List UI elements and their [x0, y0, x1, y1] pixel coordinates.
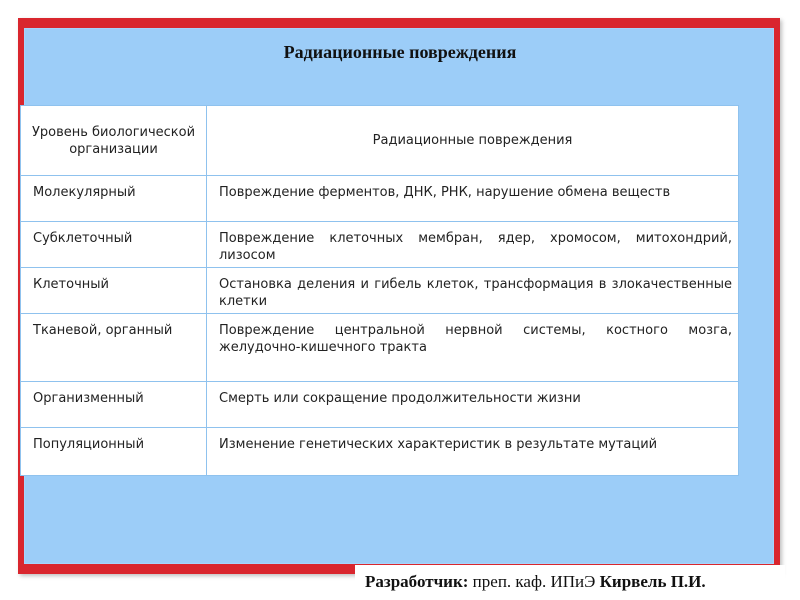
level-cell: Клеточный	[21, 268, 207, 314]
table-row	[21, 222, 739, 268]
damage-cell: Смерть или сокращение продолжительности жизни	[207, 382, 739, 428]
radiation-damage-table	[20, 105, 739, 476]
table-header-row	[21, 106, 739, 176]
table-row	[21, 428, 739, 476]
damage-cell: Повреждение центральной нервной системы, костного мозга, желудочно-кишечного тракта	[207, 314, 739, 382]
table-row	[21, 176, 739, 222]
damage-cell: Остановка деления и гибель клеток, трансформация в злокачественные клетки	[207, 268, 739, 314]
level-cell: Молекулярный	[21, 176, 207, 222]
table-row	[21, 382, 739, 428]
table-row	[21, 314, 739, 382]
level-cell: Тканевой, органный	[21, 314, 207, 382]
header-damage: Радиационные повреждения	[207, 106, 739, 176]
level-cell: Субклеточный	[21, 222, 207, 268]
level-cell: Организменный	[21, 382, 207, 428]
credit-position: преп. каф. ИПиЭ	[472, 572, 596, 591]
slide-title: Радиационные повреждения	[283, 42, 517, 62]
table-row	[21, 268, 739, 314]
damage-cell: Повреждение клеточных мембран, ядер, хромосом, митохондрий, лизосом	[207, 222, 739, 268]
damage-cell: Изменение генетических характеристик в результате мутаций	[207, 428, 739, 476]
author-credit	[355, 565, 785, 599]
damage-cell: Повреждение ферментов, ДНК, РНК, нарушение обмена веществ	[207, 176, 739, 222]
level-cell: Популяционный	[21, 428, 207, 476]
credit-label: Разработчик:	[365, 572, 469, 591]
credit-author: Кирвель П.И.	[599, 572, 706, 591]
header-level: Уровень биологической организации	[21, 106, 207, 176]
